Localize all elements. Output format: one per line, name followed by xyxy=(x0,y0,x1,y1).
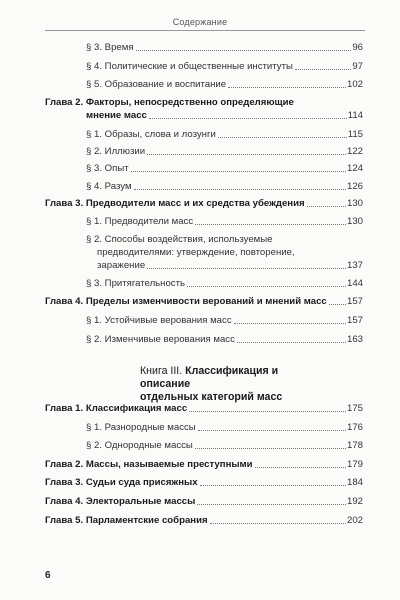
chapter-title: Факторы, непосредственно определяющие xyxy=(85,97,294,108)
toc-page-number: 184 xyxy=(346,477,363,488)
toc-entry-text: § 5. Образование и воспитание xyxy=(86,79,227,90)
toc-chapter-entry xyxy=(45,459,363,471)
toc-chapter-entry xyxy=(45,403,363,415)
toc-entry xyxy=(86,278,363,290)
toc-entry xyxy=(86,61,363,73)
toc-entry-text: § 2. Иллюзии xyxy=(86,146,146,157)
dot-leader xyxy=(198,429,346,431)
chapter-label: Глава 4. xyxy=(45,296,84,307)
chapter-title: мнение масс xyxy=(86,110,147,121)
chapter-label: Глава 3. xyxy=(45,198,84,209)
toc-entry xyxy=(86,146,363,158)
toc-entry-text: § 3. Опыт xyxy=(86,163,129,174)
book-title: отдельных категорий масс xyxy=(140,391,283,403)
toc-page-number: 178 xyxy=(346,440,363,451)
dot-leader xyxy=(195,223,346,225)
toc-page-number: 202 xyxy=(346,515,363,526)
book-title: Классификация и описание xyxy=(140,365,279,390)
dot-leader xyxy=(147,267,346,269)
dot-leader xyxy=(136,49,352,51)
chapter-title: Классификация масс xyxy=(85,403,188,414)
dot-leader xyxy=(200,484,346,486)
chapter-label: Глава 2. xyxy=(45,459,84,470)
toc-entry-text: § 2. Однородные массы xyxy=(86,440,193,451)
toc-page-number: 179 xyxy=(346,459,363,470)
toc-entry xyxy=(86,42,363,54)
dot-leader xyxy=(255,466,346,468)
toc-page-number: 122 xyxy=(346,146,363,157)
toc-page-number: 144 xyxy=(346,278,363,289)
chapter-label: Глава 4. xyxy=(45,496,84,507)
toc-page-number: 114 xyxy=(347,110,363,121)
chapter-title: Пределы изменчивости верований и мнений масс xyxy=(85,296,327,307)
toc-entry-text: § 2. Изменчивые верования масс xyxy=(86,334,235,345)
book-label: Книга III. xyxy=(140,365,183,377)
toc-page-number: 157 xyxy=(346,296,363,307)
dot-leader xyxy=(147,153,346,155)
toc-page-number: 163 xyxy=(346,334,363,345)
dot-leader xyxy=(210,522,346,524)
toc-entry-text: § 1. Разнородные массы xyxy=(86,422,196,433)
toc-page-number: 176 xyxy=(346,422,363,433)
toc-chapter-entry xyxy=(45,477,363,489)
chapter-title: Предводители масс и их средства убеждения xyxy=(85,198,305,209)
chapter-label: Глава 3. xyxy=(45,477,84,488)
toc-entry-text: § 1. Устойчивые верования масс xyxy=(86,315,232,326)
toc-entry-continuation xyxy=(97,260,363,272)
toc-page-number: 175 xyxy=(346,403,363,414)
dot-leader xyxy=(149,117,347,119)
toc-page-number: 97 xyxy=(352,61,363,72)
toc-entry-text: § 4. Политические и общественные институты xyxy=(86,61,293,72)
toc-entry-text: предводителями: утверждение, повторение, xyxy=(97,247,295,258)
dot-leader xyxy=(189,410,346,412)
dot-leader xyxy=(131,170,346,172)
toc-page-number: 130 xyxy=(346,198,363,209)
toc-page-number: 126 xyxy=(346,181,363,192)
toc-chapter-entry xyxy=(45,97,363,109)
toc-entry-text: § 3. Притягательность xyxy=(86,278,185,289)
toc-entry xyxy=(86,234,363,246)
toc-page-number: 115 xyxy=(347,129,363,140)
toc-entry xyxy=(86,181,363,193)
toc-entry xyxy=(86,163,363,175)
toc-entry-text: § 1. Образы, слова и лозунги xyxy=(86,129,216,140)
toc-entry xyxy=(86,129,363,141)
toc-entry xyxy=(86,334,363,346)
dot-leader xyxy=(234,322,346,324)
chapter-label: Глава 5. xyxy=(45,515,84,526)
dot-leader xyxy=(187,285,346,287)
toc-entry xyxy=(86,422,363,434)
dot-leader xyxy=(195,447,346,449)
toc-chapter-entry xyxy=(45,198,363,210)
toc-chapter-entry xyxy=(45,515,363,527)
chapter-title: Парламентские собрания xyxy=(85,515,208,526)
chapter-label: Глава 2. xyxy=(45,97,84,108)
dot-leader xyxy=(237,341,346,343)
dot-leader xyxy=(329,303,346,305)
toc-page-number: 96 xyxy=(352,42,363,53)
dot-leader xyxy=(295,68,351,70)
toc-page-number: 124 xyxy=(346,163,363,174)
toc-page-number: 137 xyxy=(346,260,363,271)
toc-entry-text: заражение xyxy=(97,260,146,271)
toc-page-number: 192 xyxy=(346,496,363,507)
toc-chapter-entry xyxy=(45,296,363,308)
toc-entry-text: § 2. Способы воздействия, используемые xyxy=(86,234,273,245)
toc-chapter-entry-continuation xyxy=(86,110,363,122)
dot-leader xyxy=(228,86,346,88)
book-heading xyxy=(140,365,305,404)
page-number: 6 xyxy=(45,570,51,581)
toc-entry-continuation xyxy=(97,247,363,259)
dot-leader xyxy=(134,188,346,190)
toc-chapter-entry xyxy=(45,496,363,508)
dot-leader xyxy=(218,136,347,138)
dot-leader xyxy=(197,503,346,505)
toc-page-number: 130 xyxy=(346,216,363,227)
running-header: Содержание xyxy=(172,17,228,27)
toc-entry-text: § 1. Предводители масс xyxy=(86,216,194,227)
toc-entry-text: § 3. Время xyxy=(86,42,134,53)
toc-page-number: 157 xyxy=(346,315,363,326)
chapter-title: Массы, называемые преступными xyxy=(85,459,253,470)
chapter-title: Судьи суда присяжных xyxy=(85,477,198,488)
toc-page-number: 102 xyxy=(346,79,363,90)
toc-entry xyxy=(86,79,363,91)
chapter-title: Электоральные массы xyxy=(85,496,196,507)
toc-entry xyxy=(86,216,363,228)
chapter-label: Глава 1. xyxy=(45,403,84,414)
toc-entry-text: § 4. Разум xyxy=(86,181,132,192)
toc-entry xyxy=(86,440,363,452)
toc-entry xyxy=(86,315,363,327)
dot-leader xyxy=(307,205,346,207)
